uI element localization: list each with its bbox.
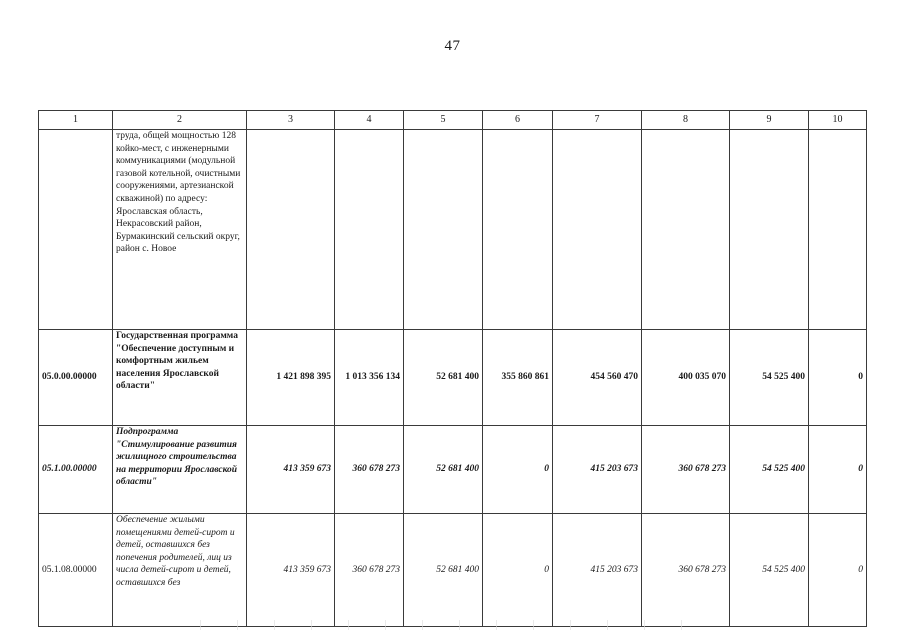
row-value: 52 681 400 [404,514,483,627]
row-value [730,130,809,330]
row-value [404,130,483,330]
row-value: 413 359 673 [247,514,335,627]
row-value [335,130,404,330]
row-value: 415 203 673 [553,514,642,627]
row-value: 52 681 400 [404,330,483,426]
row-name: Государственная программа "Обеспечение доступным и комфортным жильем населения Ярославской области" [113,330,247,426]
row-value: 0 [483,514,553,627]
row-value: 400 035 070 [642,330,730,426]
row-code: 05.1.00.00000 [39,426,113,514]
row-name: труда, общей мощностью 128 койко-мест, с инженерными коммуникациями (модульной газовой котельной, очистными сооружениями, артезианской скважиной) по адресу: Ярославская область, Некрасовский район, Бурмакинский сельский округ, район с. Новое [113,130,247,330]
row-code: 05.0.00.00000 [39,330,113,426]
row-name: Обеспечение жилыми помещениями детей-сирот и детей, оставшихся без попечения родителей, лиц из числа детей-сирот и детей, оставшихся без [113,514,247,627]
row-value: 1 013 356 134 [335,330,404,426]
row-value: 54 525 400 [730,514,809,627]
budget-table [38,110,867,627]
row-value: 54 525 400 [730,426,809,514]
row-value: 360 678 273 [335,514,404,627]
row-value: 360 678 273 [642,426,730,514]
row-value [553,130,642,330]
row-value [247,130,335,330]
column-header: 5 [404,111,483,130]
row-value: 454 560 470 [553,330,642,426]
scan-artifact [200,620,700,630]
column-header: 3 [247,111,335,130]
row-value: 360 678 273 [642,514,730,627]
row-value: 1 421 898 395 [247,330,335,426]
row-code [39,130,113,330]
row-value: 0 [809,330,867,426]
table-row [39,426,867,514]
column-header: 7 [553,111,642,130]
row-value: 0 [483,426,553,514]
row-value: 360 678 273 [335,426,404,514]
row-code: 05.1.08.00000 [39,514,113,627]
row-value: 413 359 673 [247,426,335,514]
row-value [642,130,730,330]
row-value: 355 860 861 [483,330,553,426]
row-value: 52 681 400 [404,426,483,514]
row-value: 0 [809,514,867,627]
column-header: 1 [39,111,113,130]
column-header: 10 [809,111,867,130]
row-value: 54 525 400 [730,330,809,426]
column-header: 8 [642,111,730,130]
column-header: 4 [335,111,404,130]
row-name: Подпрограмма "Стимулирование развития жилищного строительства на территории Ярославской области" [113,426,247,514]
column-header: 2 [113,111,247,130]
column-header: 6 [483,111,553,130]
page-number: 47 [444,38,461,54]
table-header [39,111,867,130]
table-row [39,330,867,426]
row-value [809,130,867,330]
row-value: 415 203 673 [553,426,642,514]
table-row [39,130,867,330]
column-header: 9 [730,111,809,130]
row-value [483,130,553,330]
table-row [39,514,867,627]
row-value: 0 [809,426,867,514]
